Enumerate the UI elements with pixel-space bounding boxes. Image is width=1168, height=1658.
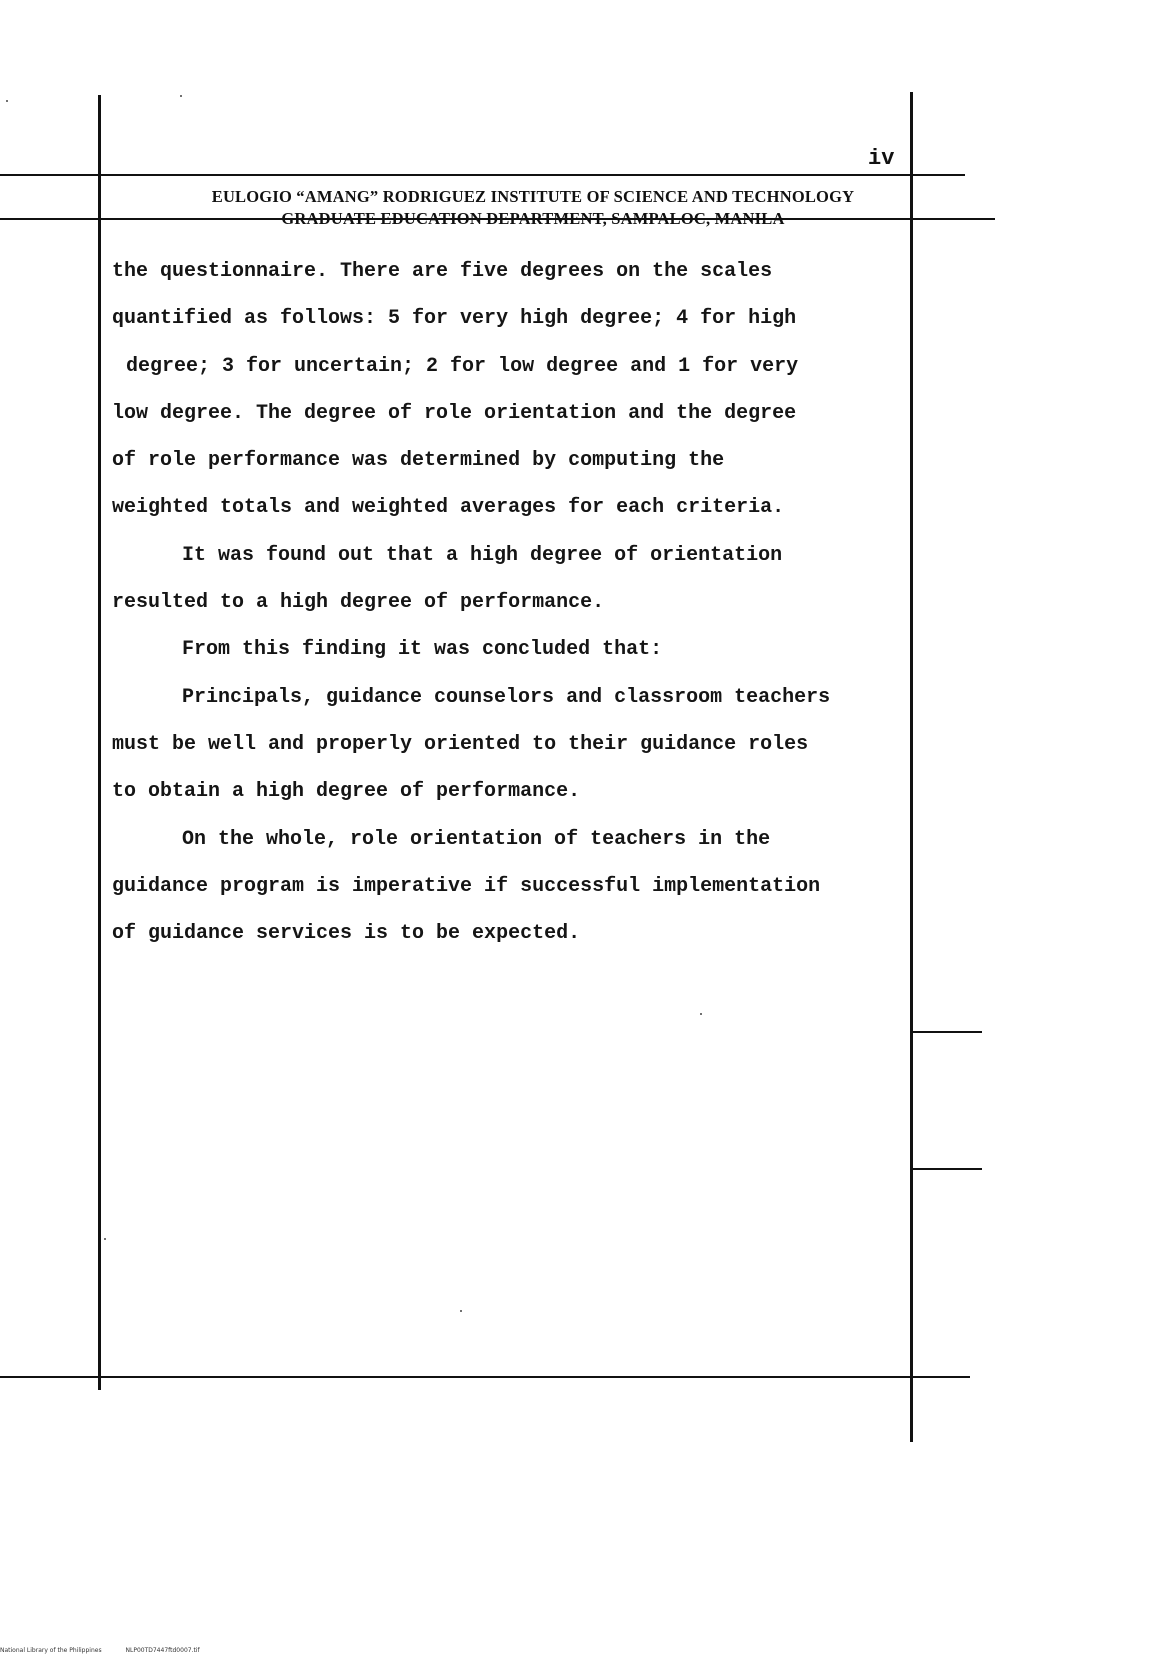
footer-library: National Library of the Philippines [0,1647,102,1654]
text-line: quantified as follows: 5 for very high degree; 4 for high [112,307,797,331]
scan-footer [0,1647,222,1654]
institution-header [104,186,962,230]
text-line: Principals, guidance counselors and classroom teachers [182,685,831,709]
scan-speck [700,1013,702,1015]
bottom-rule [0,1376,970,1378]
right-tick-lower [910,1168,982,1170]
scan-speck [460,1310,462,1312]
text-line: must be well and properly oriented to their guidance roles [112,732,809,756]
right-tick-upper [910,1031,982,1033]
text-line: degree; 3 for uncertain; 2 for low degree and 1 for very [126,354,799,378]
text-line: From this finding it was concluded that: [182,638,663,662]
header-line-2: GRADUATE EDUCATION DEPARTMENT, SAMPALOC, MANILA [281,209,785,228]
footer-file: NLP00TD7447ftd0007.tif [125,1647,200,1654]
scan-speck [6,100,8,102]
text-line: the questionnaire. There are five degrees on the scales [112,260,773,283]
scan-speck [180,95,182,97]
text-line: It was found out that a high degree of orientation [182,543,783,567]
text-line: low degree. The degree of role orientation and the degree [112,401,797,425]
text-line: guidance program is imperative if successful implementation [112,874,821,898]
header-line-1: EULOGIO “AMANG” RODRIGUEZ INSTITUTE OF SCIENCE AND TECHNOLOGY [211,187,855,206]
text-line: weighted totals and weighted averages for each criteria. [112,496,785,520]
header-top-rule [0,174,965,176]
text-line: of role performance was determined by computing the [112,449,725,473]
text-line: to obtain a high degree of performance. [112,780,581,804]
text-line: of guidance services is to be expected. [112,922,581,946]
text-line: resulted to a high degree of performance. [112,591,605,615]
page-number: iv [868,146,895,171]
body-text [112,248,952,957]
scan-speck [104,1238,106,1240]
text-line: On the whole, role orientation of teachers in the [182,827,771,851]
left-margin-line [98,95,101,1390]
